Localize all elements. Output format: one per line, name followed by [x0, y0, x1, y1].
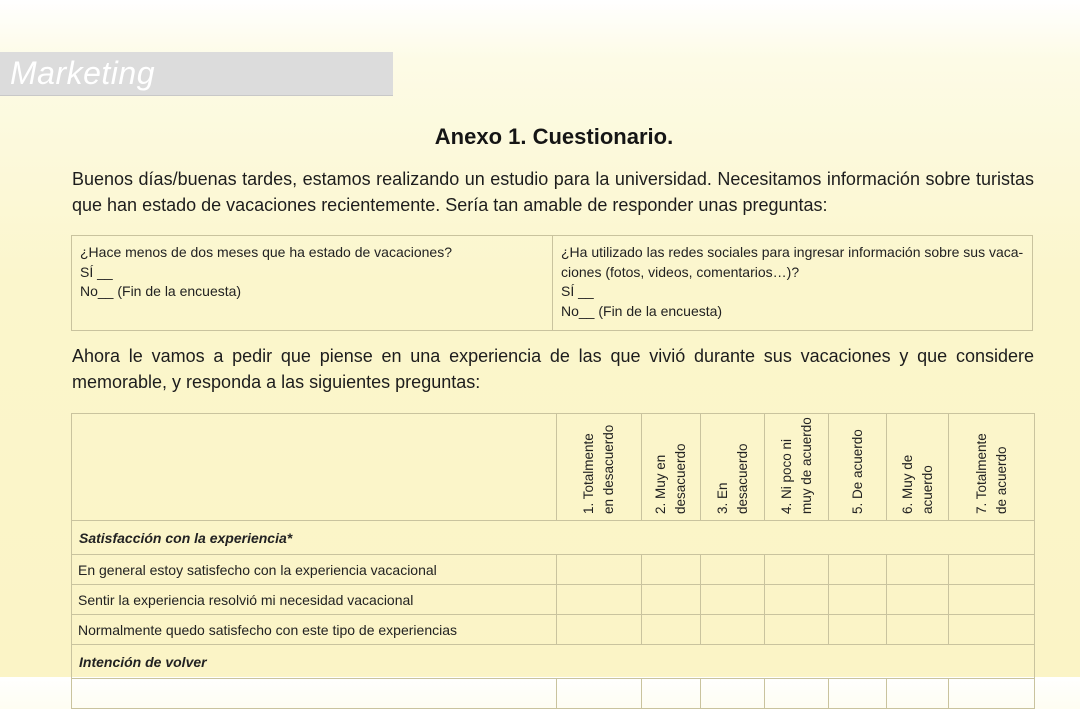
item-text: En general estoy satisfecho con la experiencia vacacional [72, 555, 557, 585]
filter-questions-box [71, 235, 1033, 331]
filter-question-right [553, 236, 1032, 330]
group-row-satisfaccion [72, 521, 1035, 555]
scale-header-5: 5. De acuerdo [829, 414, 887, 521]
filter-option-yes: SÍ __ [80, 263, 113, 280]
response-cell[interactable] [557, 679, 642, 709]
item-text: Sentir la experiencia resolvió mi necesidad vacacional [72, 585, 557, 615]
response-cell[interactable] [829, 679, 887, 709]
response-cell[interactable] [949, 585, 1035, 615]
section-title: Marketing [10, 55, 155, 91]
response-cell[interactable] [949, 555, 1035, 585]
scale-header-2: 2. Muy en desacuerdo [642, 414, 701, 521]
scale-header-1: 1. Totalmente en desacuerdo [557, 414, 642, 521]
response-cell[interactable] [829, 585, 887, 615]
response-cell[interactable] [557, 555, 642, 585]
response-cell[interactable] [765, 679, 829, 709]
response-cell[interactable] [642, 679, 701, 709]
filter-option-no: No__ (Fin de la encuesta) [80, 283, 242, 299]
section-tab [0, 52, 393, 96]
group-title: Satisfacción con la experiencia* [72, 521, 1035, 555]
filter-option-yes: SÍ __ [561, 283, 594, 299]
table-row [72, 615, 1035, 645]
scale-header-4: 4. Ni poco ni muy de acuerdo [765, 414, 829, 521]
response-cell[interactable] [701, 615, 765, 645]
scale-header-6: 6. Muy de acuerdo [887, 414, 949, 521]
response-cell[interactable] [765, 615, 829, 645]
response-cell[interactable] [557, 615, 642, 645]
table-row [72, 679, 1035, 709]
response-cell[interactable] [765, 585, 829, 615]
response-cell[interactable] [887, 585, 949, 615]
likert-table [71, 413, 1035, 709]
filter-question-text: ¿Hace menos de dos meses que ha estado de vacaciones? [80, 244, 453, 260]
scale-header-3: 3. En desacuerdo [701, 414, 765, 521]
response-cell[interactable] [701, 585, 765, 615]
intro-paragraph: Buenos días/buenas tardes, estamos realizando un estudio para la universidad. Necesitamos información sobre turistas que han estado de vacaciones recientemente. Sería tan amable de responder unas preguntas: [72, 169, 1034, 215]
response-cell[interactable] [701, 679, 765, 709]
response-cell[interactable] [642, 615, 701, 645]
table-row [72, 555, 1035, 585]
response-cell[interactable] [829, 615, 887, 645]
response-cell[interactable] [829, 555, 887, 585]
instructions-paragraph: Ahora le vamos a pedir que piense en una experiencia de las que vivió durante sus vacaciones y que considere memorable, y responda a las siguientes preguntas: [72, 346, 1034, 392]
response-cell[interactable] [887, 555, 949, 585]
response-cell[interactable] [949, 679, 1035, 709]
filter-option-no: No__ (Fin de la encuesta) [561, 302, 723, 319]
response-cell[interactable] [642, 585, 701, 615]
response-cell[interactable] [887, 679, 949, 709]
response-cell[interactable] [765, 555, 829, 585]
group-title: Intención de volver [72, 645, 1035, 679]
response-cell[interactable] [557, 585, 642, 615]
scale-header-7: 7. Totalmente de acuerdo [949, 414, 1035, 521]
response-cell[interactable] [887, 615, 949, 645]
item-text: Normalmente quedo satisfecho con este tipo de experiencias [72, 615, 557, 645]
page-title: Anexo 1. Cuestionario. [434, 124, 674, 149]
table-row [72, 585, 1035, 615]
response-cell[interactable] [642, 555, 701, 585]
filter-question-text: ¿Ha utilizado las redes sociales para ingresar información sobre sus vaca- [561, 244, 1024, 260]
response-cell[interactable] [701, 555, 765, 585]
filter-question-text-cont: ciones (fotos, videos, comentarios…)? [561, 263, 800, 280]
filter-question-left [72, 236, 553, 330]
response-cell[interactable] [949, 615, 1035, 645]
item-text [72, 679, 557, 709]
group-row-intencion [72, 645, 1035, 679]
table-corner [72, 414, 557, 521]
